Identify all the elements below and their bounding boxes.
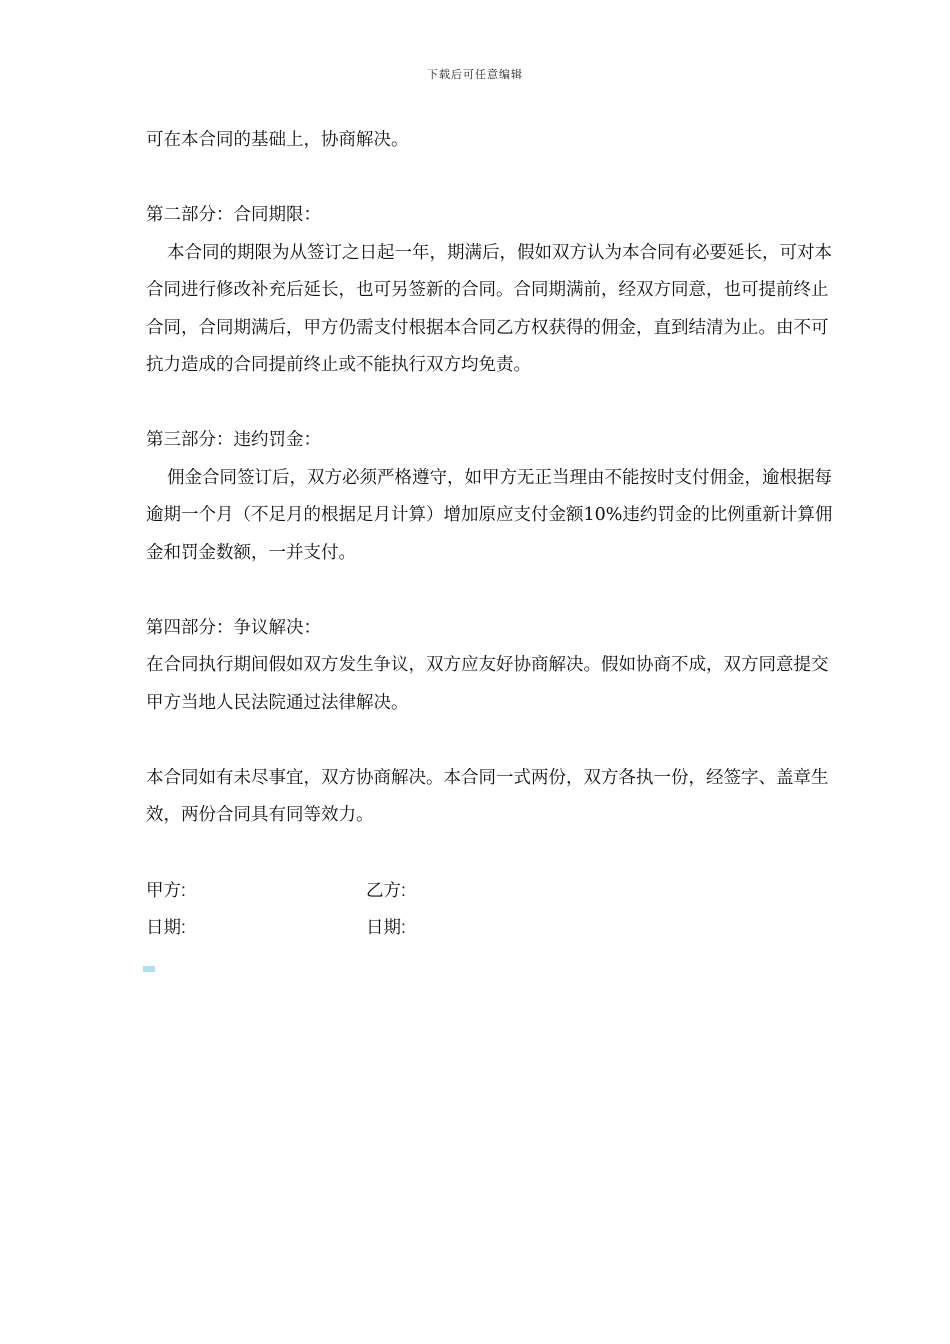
signature-date-row (146, 909, 836, 946)
section-3-heading: 第三部分：违约罚金： (146, 430, 321, 450)
page-header-note: 下载后可任意编辑 (427, 68, 523, 81)
section-4-heading: 第四部分：争议解决： (146, 617, 321, 638)
section-4-text: 在合同执行期间假如双方发生争议，双方应友好协商解决。假如协商不成，双方同意提交甲方当地人民法院通过法律解决。 (146, 655, 829, 713)
contract-body (146, 122, 836, 946)
party-b-label: 乙方: (366, 880, 406, 900)
intro-paragraph: 可在本合同的基础上，协商解决。 (146, 130, 409, 150)
paragraph-gap (146, 385, 836, 423)
paragraph-gap (146, 160, 836, 198)
text-cursor-marker (143, 966, 155, 972)
date-a-label: 日期: (146, 917, 186, 937)
date-b-label: 日期: (366, 917, 406, 937)
section-2-text: 本合同的期限为从签订之日起一年，期满后，假如双方认为本合同有必要延长，可对本合同进行修改补充后延长，也可另签新的合同。合同期满前，经双方同意，也可提前终止合同，合同期满后，甲方仍需支付根据本合同乙方权获得的佣金，直到结清为止。由不可抗力造成的合同提前终止或不能执行双方均免责。 (146, 242, 832, 375)
signature-party-row (146, 872, 836, 909)
section-2-heading: 第二部分：合同期限： (146, 205, 321, 225)
party-a-label: 甲方: (146, 880, 186, 900)
paragraph-gap (146, 722, 836, 760)
paragraph-gap (146, 835, 836, 873)
paragraph-gap (146, 572, 836, 610)
section-3-text: 佣金合同签订后，双方必须严格遵守，如甲方无正当理由不能按时支付佣金，逾根据每逾期一个月（不足月的根据足月计算）增加原应支付金额10%违约罚金的比例重新计算佣金和罚金数额，一并支付。 (146, 467, 833, 563)
closing-paragraph: 本合同如有未尽事宜，双方协商解决。本合同一式两份，双方各执一份，经签字、盖章生效，两份合同具有同等效力。 (146, 767, 829, 825)
